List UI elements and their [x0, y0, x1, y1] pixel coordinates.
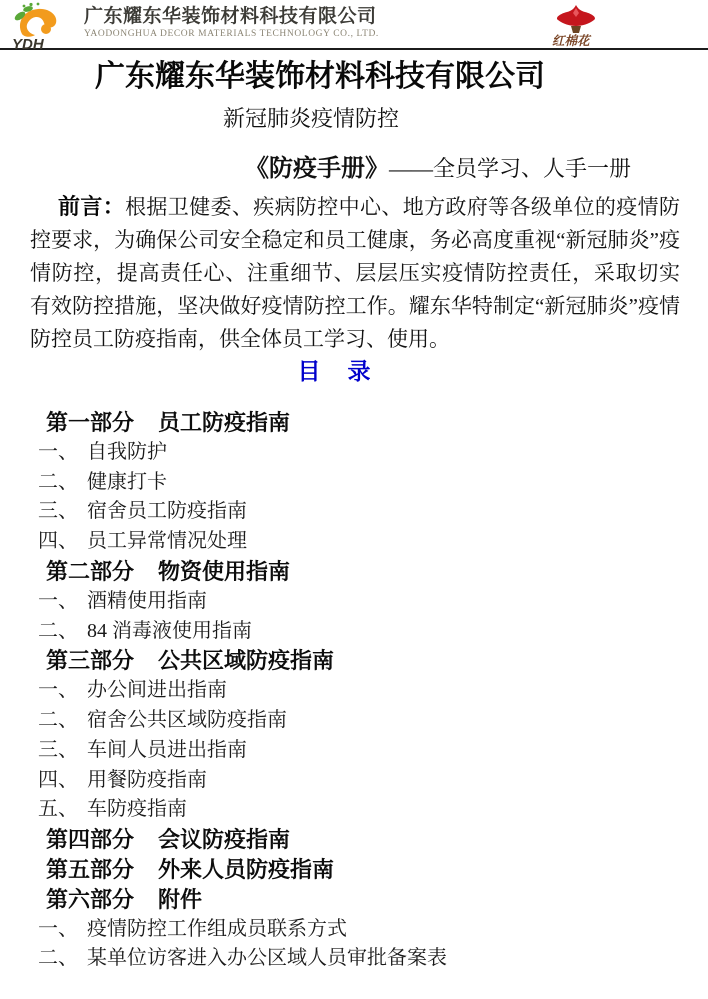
toc-item-label: 84 消毒液使用指南: [87, 619, 252, 642]
svg-text:YDH: YDH: [12, 36, 44, 50]
toc-item-number: 二、: [38, 947, 78, 970]
toc-section-title: 外来人员防疫指南: [158, 856, 335, 882]
toc-item-number: 二、: [38, 708, 78, 731]
toc-item-label: 办公间进出指南: [87, 679, 227, 702]
toc-section-number: 第五部分: [46, 856, 135, 882]
toc-item-number: 三、: [38, 500, 78, 523]
toc-item-label: 健康打卡: [87, 470, 167, 493]
toc-item-number: 五、: [38, 798, 78, 821]
toc-item-number: 四、: [38, 530, 78, 553]
toc-section-number: 第六部分: [46, 886, 135, 912]
toc-item-number: 四、: [38, 768, 78, 791]
red-flower-logo-icon: [546, 2, 606, 53]
toc-section-title: 公共区域防疫指南: [158, 648, 335, 674]
svg-text:红棉花: 红棉花: [552, 34, 590, 48]
ydh-logo-icon: [8, 2, 76, 55]
toc-section-title: 物资使用指南: [158, 558, 291, 584]
preface-label: 前言：: [58, 194, 126, 219]
toc-section-number: 第二部分: [46, 558, 135, 584]
toc-item: [30, 587, 708, 617]
toc-item: [30, 438, 708, 468]
toc-item: [30, 617, 708, 647]
toc-section-title: 会议防疫指南: [158, 827, 291, 853]
toc-section-heading: [30, 855, 708, 885]
main-title: 广东耀东华装饰材料科技有限公司: [95, 60, 545, 93]
toc-item: [30, 468, 708, 498]
toc-item-number: 三、: [38, 738, 78, 761]
letterhead: [0, 0, 708, 50]
toc-item-label: 员工异常情况处理: [87, 530, 247, 553]
toc-item: [30, 706, 708, 736]
toc-section-heading: [30, 557, 708, 587]
toc-item-label: 宿舍公共区域防疫指南: [87, 708, 287, 731]
toc-item: [30, 915, 708, 945]
toc-item-label: 某单位访客进入办公区域人员审批备案表: [87, 947, 447, 970]
toc-item-number: 一、: [38, 440, 78, 463]
toc-item-label: 酒精使用指南: [87, 589, 207, 612]
toc-item-label: 车间人员进出指南: [87, 738, 247, 761]
toc-item-label: 宿舍员工防疫指南: [87, 500, 247, 523]
toc-item-number: 一、: [38, 679, 78, 702]
toc-item: [30, 497, 708, 527]
toc-item: [30, 795, 708, 825]
toc-item-label: 车防疫指南: [87, 798, 187, 821]
toc-item: [30, 676, 708, 706]
toc-item: [30, 944, 708, 974]
toc-section-number: 第一部分: [46, 410, 135, 435]
toc-item-number: 二、: [38, 619, 78, 642]
toc-section-title: 附件: [158, 886, 203, 912]
subtitle: 新冠肺炎疫情防控: [222, 106, 399, 131]
toc-item-number: 一、: [38, 589, 78, 612]
toc-section-heading: [30, 825, 708, 855]
handbook-title-line: [84, 154, 708, 184]
toc-section-number: 第三部分: [46, 648, 135, 674]
toc-item: [30, 527, 708, 557]
company-name-cn: 广东耀东华装饰材料科技有限公司: [84, 6, 377, 27]
toc-section-number: 第四部分: [46, 827, 135, 853]
company-name-en: YAODONGHUA DECOR MATERIALS TECHNOLOGY CO., LTD.: [84, 29, 379, 39]
toc-item-label: 疫情防控工作组成员联系方式: [87, 917, 347, 940]
handbook-title: 《防疫手册》: [244, 155, 389, 182]
toc-list: [30, 408, 708, 974]
toc-section-heading: [30, 646, 708, 676]
preface-paragraph: [30, 190, 680, 356]
handbook-suffix: ——全员学习、人手一册: [388, 156, 631, 181]
toc-item: [30, 766, 708, 796]
toc-title: 目 录: [297, 358, 373, 384]
toc-item-label: 自我防护: [87, 440, 167, 463]
toc-item-label: 用餐防疫指南: [87, 768, 207, 791]
company-block: [84, 6, 379, 40]
toc-section-heading: [30, 408, 708, 438]
toc-section-heading: [30, 885, 708, 915]
toc-section-title: 员工防疫指南: [158, 410, 291, 435]
preface-text: 根据卫健委、疾病防控中心、地方政府等各级单位的疫情防控要求，为确保公司安全稳定和员工健康，务必高度重视“新冠肺炎”疫情防控，提高责任心、注重细节、层层压实疫情防控责任，采取切实有效防控措施，坚决做好疫情防控工作。耀东华特制定“新冠肺炎”疫情防控员工防疫指南，供全体员工学习、使用。: [30, 195, 680, 351]
toc-item: [30, 736, 708, 766]
toc-item-number: 一、: [38, 917, 78, 940]
toc-item-number: 二、: [38, 470, 78, 493]
